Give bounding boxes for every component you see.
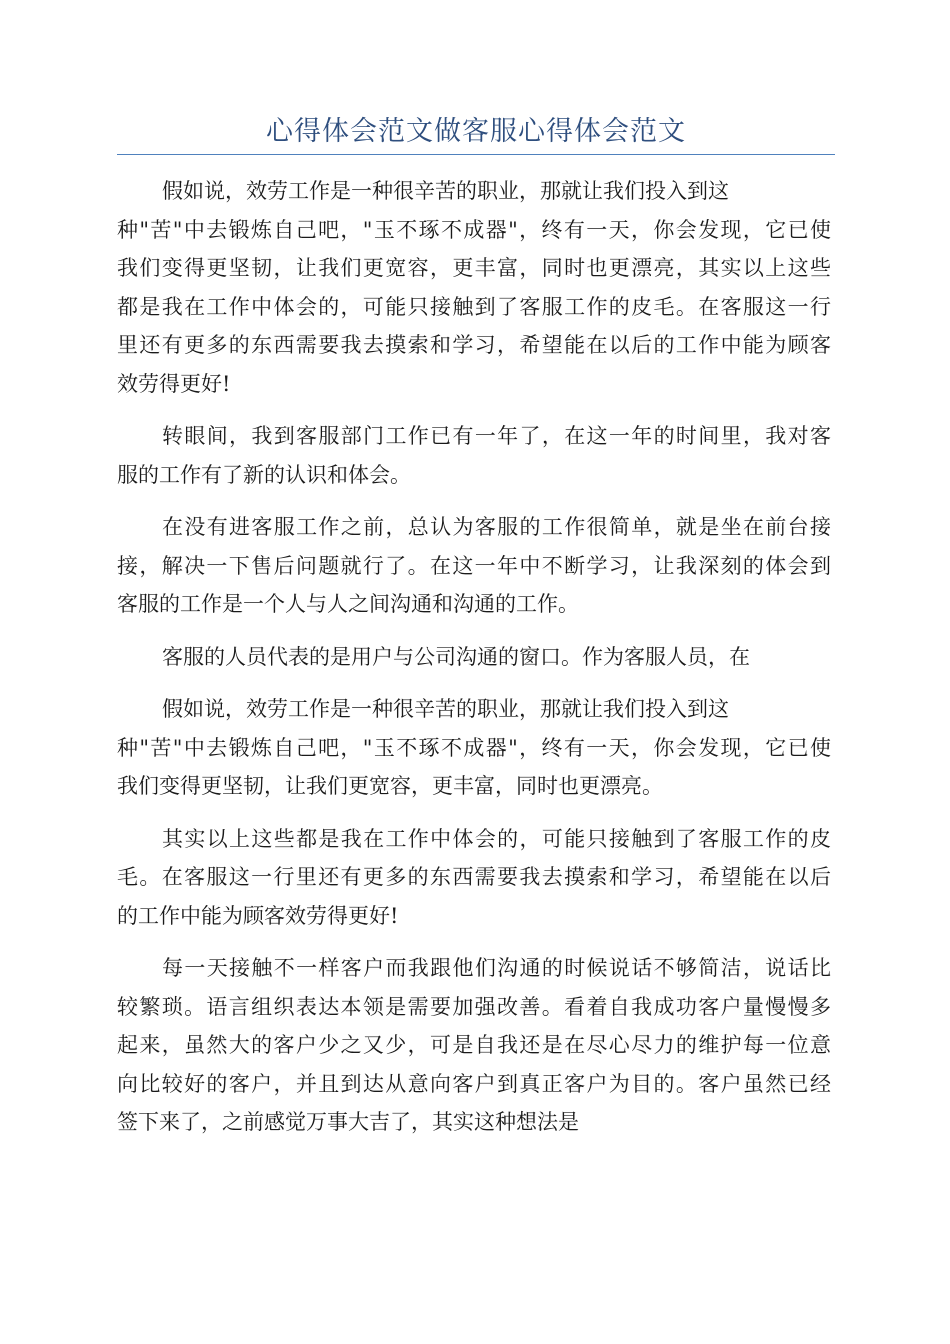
paragraph-6 xyxy=(117,820,831,936)
paragraph-line: 假如说，效劳工作是一种很辛苦的职业，那就让我们投入到这 xyxy=(162,697,729,721)
paragraph-line: 毛。在客服这一行里还有更多的东西需要我去摸索和学习，希望能在以后 xyxy=(117,865,831,889)
paragraph-line: 里还有更多的东西需要我去摸索和学习，希望能在以后的工作中能为顾客 xyxy=(117,333,831,357)
paragraph-line: 每一天接触不一样客户而我跟他们沟通的时候说话不够简洁，说话比 xyxy=(162,956,831,980)
paragraph-line: 客服的人员代表的是用户与公司沟通的窗口。作为客服人员，在 xyxy=(162,644,750,669)
paragraph-5 xyxy=(117,690,831,806)
title-underline xyxy=(117,154,835,155)
paragraph-line: 我们变得更坚韧，让我们更宽容，更丰富，同时也更漂亮，其实以上这些 xyxy=(117,256,831,280)
paragraph-line: 客服的工作是一个人与人之间沟通和沟通的工作。 xyxy=(117,592,579,616)
paragraph-line: 在没有进客服工作之前，总认为客服的工作很简单，就是坐在前台接 xyxy=(162,515,831,539)
document-body xyxy=(117,172,831,1156)
paragraph-2 xyxy=(117,417,831,494)
paragraph-7 xyxy=(117,949,831,1142)
paragraph-3 xyxy=(117,508,831,624)
paragraph-line: 其实以上这些都是我在工作中体会的，可能只接触到了客服工作的皮 xyxy=(162,826,831,851)
paragraph-line: 向比较好的客户，并且到达从意向客户到真正客户为目的。客户虽然已经 xyxy=(117,1071,831,1096)
paragraph-1 xyxy=(117,172,831,403)
paragraph-line: 都是我在工作中体会的，可能只接触到了客服工作的皮毛。在客服这一行 xyxy=(117,294,831,319)
paragraph-line: 接，解决一下售后问题就行了。在这一年中不断学习，让我深刻的体会到 xyxy=(117,553,831,578)
paragraph-line: 较繁琐。语言组织表达本领是需要加强改善。看着自我成功客户量慢慢多 xyxy=(117,994,831,1019)
paragraph-line: 种"苦"中去锻炼自己吧，"玉不琢不成器"，终有一天，你会发现，它已使 xyxy=(117,735,831,760)
paragraph-line: 转眼间，我到客服部门工作已有一年了，在这一年的时间里，我对客 xyxy=(162,424,831,448)
paragraph-4 xyxy=(117,638,831,677)
paragraph-line: 服的工作有了新的认识和体会。 xyxy=(117,462,411,487)
paragraph-line: 种"苦"中去锻炼自己吧，"玉不琢不成器"，终有一天，你会发现，它已使 xyxy=(117,217,831,242)
paragraph-line: 效劳得更好! xyxy=(117,371,231,396)
paragraph-line: 起来，虽然大的客户少之又少，可是自我还是在尽心尽力的维护每一位意 xyxy=(117,1033,831,1057)
paragraph-line: 假如说，效劳工作是一种很辛苦的职业，那就让我们投入到这 xyxy=(162,179,729,203)
paragraph-line: 签下来了，之前感觉万事大吉了，其实这种想法是 xyxy=(117,1110,579,1134)
paragraph-line: 的工作中能为顾客效劳得更好! xyxy=(117,903,399,928)
paragraph-line: 我们变得更坚韧，让我们更宽容，更丰富，同时也更漂亮。 xyxy=(117,774,663,798)
document-title: 心得体会范文做客服心得体会范文 xyxy=(266,116,686,147)
